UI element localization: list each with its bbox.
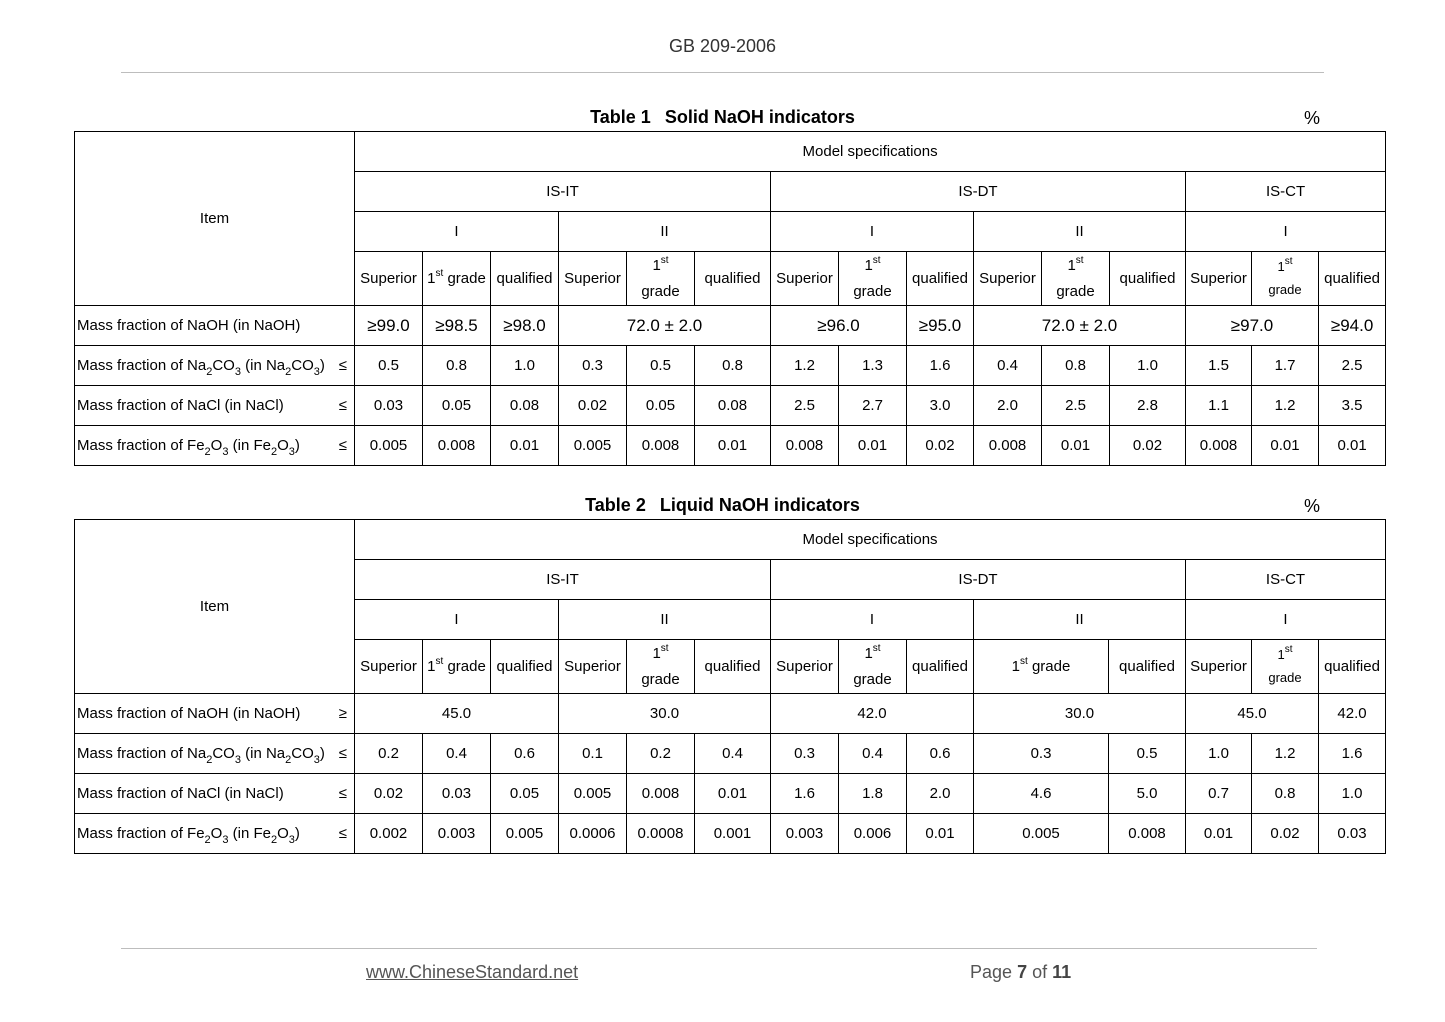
value-cell: 42.0 bbox=[1319, 694, 1386, 734]
value-cell: 0.005 bbox=[491, 814, 559, 854]
value-cell: 0.03 bbox=[1319, 814, 1386, 854]
row-label-fe2o3: Mass fraction of $Fe_2O_3$ (in $Fe_2O_3$) ≤ bbox=[75, 814, 355, 854]
value-cell: 0.01 bbox=[695, 774, 771, 814]
value-cell: 0.6 bbox=[491, 734, 559, 774]
value-cell: 0.01 bbox=[1252, 426, 1319, 466]
value-cell: 0.05 bbox=[627, 386, 695, 426]
value-cell: 2.5 bbox=[1319, 346, 1386, 386]
value-cell: 0.005 bbox=[974, 814, 1109, 854]
value-cell: ≥98.5 bbox=[423, 306, 491, 346]
value-cell: 0.002 bbox=[355, 814, 423, 854]
value-cell: 1.0 bbox=[491, 346, 559, 386]
value-cell: 0.03 bbox=[355, 386, 423, 426]
value-cell: 0.0008 bbox=[627, 814, 695, 854]
grade-header-superior: Superior bbox=[355, 640, 423, 694]
grade-header-superior: Superior bbox=[559, 640, 627, 694]
value-cell: 0.0006 bbox=[559, 814, 627, 854]
group-header: IS-CT bbox=[1186, 560, 1386, 600]
value-cell: 0.7 bbox=[1186, 774, 1252, 814]
value-cell: 0.003 bbox=[423, 814, 491, 854]
value-cell: 2.0 bbox=[974, 386, 1042, 426]
value-cell: 0.005 bbox=[559, 426, 627, 466]
value-cell: 1.7 bbox=[1252, 346, 1319, 386]
type-header: I bbox=[1186, 600, 1386, 640]
value-cell: 2.0 bbox=[907, 774, 974, 814]
value-cell: 0.02 bbox=[907, 426, 974, 466]
value-cell: 0.03 bbox=[423, 774, 491, 814]
row-label-na2co3: Mass fraction of $Na_2CO_3$ (in $Na_2CO_3$) ≤ bbox=[75, 734, 355, 774]
value-cell: 0.08 bbox=[491, 386, 559, 426]
grade-header-first: 1st grade bbox=[1252, 252, 1319, 306]
value-cell: ≥99.0 bbox=[355, 306, 423, 346]
row-label-nacl: Mass fraction of NaCl (in NaCl) ≤ bbox=[75, 386, 355, 426]
row-label-naoh: Mass fraction of NaOH (in NaOH) bbox=[75, 306, 355, 346]
value-cell: 0.3 bbox=[559, 346, 627, 386]
value-cell: 0.005 bbox=[559, 774, 627, 814]
value-cell: 2.5 bbox=[1042, 386, 1110, 426]
grade-header-superior: Superior bbox=[771, 640, 839, 694]
value-cell: 0.001 bbox=[695, 814, 771, 854]
value-cell: 0.2 bbox=[627, 734, 695, 774]
grade-header-superior: Superior bbox=[974, 252, 1042, 306]
value-cell: 0.006 bbox=[839, 814, 907, 854]
grade-header-first: 1st grade bbox=[1252, 640, 1319, 694]
value-cell: ≥95.0 bbox=[907, 306, 974, 346]
grade-header-first: 1st grade bbox=[627, 252, 695, 306]
document-header-title: GB 209-2006 bbox=[668, 36, 777, 56]
value-cell: 0.5 bbox=[627, 346, 695, 386]
footer-divider bbox=[121, 948, 1317, 949]
value-cell: 1.5 bbox=[1186, 346, 1252, 386]
grade-header-first: 1st grade bbox=[627, 640, 695, 694]
group-header: IS-CT bbox=[1186, 172, 1386, 212]
value-cell: 0.5 bbox=[1109, 734, 1186, 774]
type-header: I bbox=[771, 600, 974, 640]
value-cell: 0.3 bbox=[974, 734, 1109, 774]
value-cell: 1.6 bbox=[771, 774, 839, 814]
value-cell: 42.0 bbox=[771, 694, 974, 734]
value-cell: 1.3 bbox=[839, 346, 907, 386]
grade-header-first: 1st grade bbox=[423, 252, 491, 306]
grade-header-qualified: qualified bbox=[1109, 640, 1186, 694]
grade-header-superior: Superior bbox=[1186, 252, 1252, 306]
value-cell: 0.008 bbox=[771, 426, 839, 466]
grade-header-qualified: qualified bbox=[1319, 252, 1386, 306]
value-cell: 0.008 bbox=[974, 426, 1042, 466]
value-cell: 1.6 bbox=[1319, 734, 1386, 774]
value-cell: 0.02 bbox=[355, 774, 423, 814]
value-cell: 0.01 bbox=[1042, 426, 1110, 466]
value-cell: 0.01 bbox=[1319, 426, 1386, 466]
value-cell: 1.8 bbox=[839, 774, 907, 814]
value-cell: 72.0 ± 2.0 bbox=[974, 306, 1186, 346]
value-cell: 0.5 bbox=[355, 346, 423, 386]
value-cell: 1.2 bbox=[771, 346, 839, 386]
value-cell: ≥94.0 bbox=[1319, 306, 1386, 346]
group-header: IS-DT bbox=[771, 172, 1186, 212]
value-cell: 0.02 bbox=[1110, 426, 1186, 466]
value-cell: 4.6 bbox=[974, 774, 1109, 814]
value-cell: 0.05 bbox=[423, 386, 491, 426]
value-cell: 0.2 bbox=[355, 734, 423, 774]
group-header: IS-IT bbox=[355, 560, 771, 600]
value-cell: 0.4 bbox=[974, 346, 1042, 386]
row-label-na2co3: Mass fraction of $Na_2CO_3$ (in $Na_2CO_3$) ≤ bbox=[75, 346, 355, 386]
grade-header-qualified: qualified bbox=[695, 252, 771, 306]
value-cell: ≥96.0 bbox=[771, 306, 907, 346]
grade-header-qualified: qualified bbox=[907, 640, 974, 694]
value-cell: 0.01 bbox=[907, 814, 974, 854]
value-cell: ≥97.0 bbox=[1186, 306, 1319, 346]
row-label-naoh: Mass fraction of NaOH (in NaOH) ≥ bbox=[75, 694, 355, 734]
value-cell: 0.1 bbox=[559, 734, 627, 774]
grade-header-qualified: qualified bbox=[1319, 640, 1386, 694]
value-cell: 30.0 bbox=[559, 694, 771, 734]
value-cell: 30.0 bbox=[974, 694, 1186, 734]
value-cell: 0.008 bbox=[1109, 814, 1186, 854]
grade-header-first: 1st grade bbox=[839, 640, 907, 694]
value-cell: 0.02 bbox=[559, 386, 627, 426]
table2-liquid-naoh bbox=[74, 519, 1386, 854]
value-cell: 72.0 ± 2.0 bbox=[559, 306, 771, 346]
value-cell: 5.0 bbox=[1109, 774, 1186, 814]
value-cell: 0.01 bbox=[1186, 814, 1252, 854]
value-cell: 0.003 bbox=[771, 814, 839, 854]
value-cell: 1.1 bbox=[1186, 386, 1252, 426]
value-cell: 0.8 bbox=[1042, 346, 1110, 386]
model-spec-header: Model specifications bbox=[355, 132, 1386, 172]
grade-header-qualified: qualified bbox=[907, 252, 974, 306]
grade-header-superior: Superior bbox=[1186, 640, 1252, 694]
value-cell: 3.5 bbox=[1319, 386, 1386, 426]
value-cell: 0.08 bbox=[695, 386, 771, 426]
value-cell: 0.005 bbox=[355, 426, 423, 466]
table1-unit: % bbox=[1304, 108, 1321, 128]
value-cell: 2.5 bbox=[771, 386, 839, 426]
grade-header-first: 1st grade bbox=[423, 640, 491, 694]
type-header: I bbox=[771, 212, 974, 252]
value-cell: ≥98.0 bbox=[491, 306, 559, 346]
grade-header-first: 1st grade bbox=[974, 640, 1109, 694]
value-cell: 0.008 bbox=[627, 426, 695, 466]
table1-row-na2co3 bbox=[75, 346, 1386, 386]
grade-header-qualified: qualified bbox=[695, 640, 771, 694]
row-label-fe2o3: Mass fraction of $Fe_2O_3$ (in $Fe_2O_3$) ≤ bbox=[75, 426, 355, 466]
value-cell: 1.6 bbox=[907, 346, 974, 386]
group-header: IS-DT bbox=[771, 560, 1186, 600]
website-link[interactable]: www.ChineseStandard.net bbox=[366, 962, 579, 982]
value-cell: 1.2 bbox=[1252, 734, 1319, 774]
value-cell: 1.0 bbox=[1319, 774, 1386, 814]
value-cell: 1.2 bbox=[1252, 386, 1319, 426]
value-cell: 3.0 bbox=[907, 386, 974, 426]
type-header: I bbox=[1186, 212, 1386, 252]
table1-caption: Table 1 Solid NaOH indicators bbox=[590, 107, 855, 127]
value-cell: 0.05 bbox=[491, 774, 559, 814]
grade-header-superior: Superior bbox=[559, 252, 627, 306]
grade-header-qualified: qualified bbox=[491, 252, 559, 306]
value-cell: 1.0 bbox=[1110, 346, 1186, 386]
grade-header-superior: Superior bbox=[771, 252, 839, 306]
type-header: I bbox=[355, 600, 559, 640]
type-header: I bbox=[355, 212, 559, 252]
row-label-nacl: Mass fraction of NaCl (in NaCl) ≤ bbox=[75, 774, 355, 814]
value-cell: 0.01 bbox=[839, 426, 907, 466]
grade-header-first: 1st grade bbox=[839, 252, 907, 306]
grade-header-first: 1st grade bbox=[1042, 252, 1110, 306]
type-header: II bbox=[974, 212, 1186, 252]
type-header: II bbox=[974, 600, 1186, 640]
value-cell: 0.4 bbox=[423, 734, 491, 774]
item-header: Item bbox=[75, 520, 355, 694]
value-cell: 2.7 bbox=[839, 386, 907, 426]
type-header: II bbox=[559, 212, 771, 252]
group-header: IS-IT bbox=[355, 172, 771, 212]
value-cell: 0.008 bbox=[1186, 426, 1252, 466]
value-cell: 0.4 bbox=[839, 734, 907, 774]
value-cell: 2.8 bbox=[1110, 386, 1186, 426]
value-cell: 1.0 bbox=[1186, 734, 1252, 774]
value-cell: 0.01 bbox=[491, 426, 559, 466]
value-cell: 45.0 bbox=[1186, 694, 1319, 734]
grade-header-qualified: qualified bbox=[1110, 252, 1186, 306]
value-cell: 0.8 bbox=[423, 346, 491, 386]
value-cell: 0.008 bbox=[627, 774, 695, 814]
type-header: II bbox=[559, 600, 771, 640]
header-divider bbox=[121, 72, 1324, 73]
table2-caption: Table 2 Liquid NaOH indicators bbox=[585, 495, 860, 515]
value-cell: 0.008 bbox=[423, 426, 491, 466]
table2-unit: % bbox=[1304, 496, 1321, 516]
value-cell: 0.3 bbox=[771, 734, 839, 774]
item-header: Item bbox=[75, 132, 355, 306]
value-cell: 45.0 bbox=[355, 694, 559, 734]
value-cell: 0.01 bbox=[695, 426, 771, 466]
value-cell: 0.4 bbox=[695, 734, 771, 774]
table1-solid-naoh bbox=[74, 131, 1386, 466]
value-cell: 0.8 bbox=[695, 346, 771, 386]
grade-header-qualified: qualified bbox=[491, 640, 559, 694]
grade-header-superior: Superior bbox=[355, 252, 423, 306]
model-spec-header: Model specifications bbox=[355, 520, 1386, 560]
value-cell: 0.6 bbox=[907, 734, 974, 774]
value-cell: 0.02 bbox=[1252, 814, 1319, 854]
value-cell: 0.8 bbox=[1252, 774, 1319, 814]
page-number: Page 7 of 11 bbox=[970, 962, 1072, 982]
